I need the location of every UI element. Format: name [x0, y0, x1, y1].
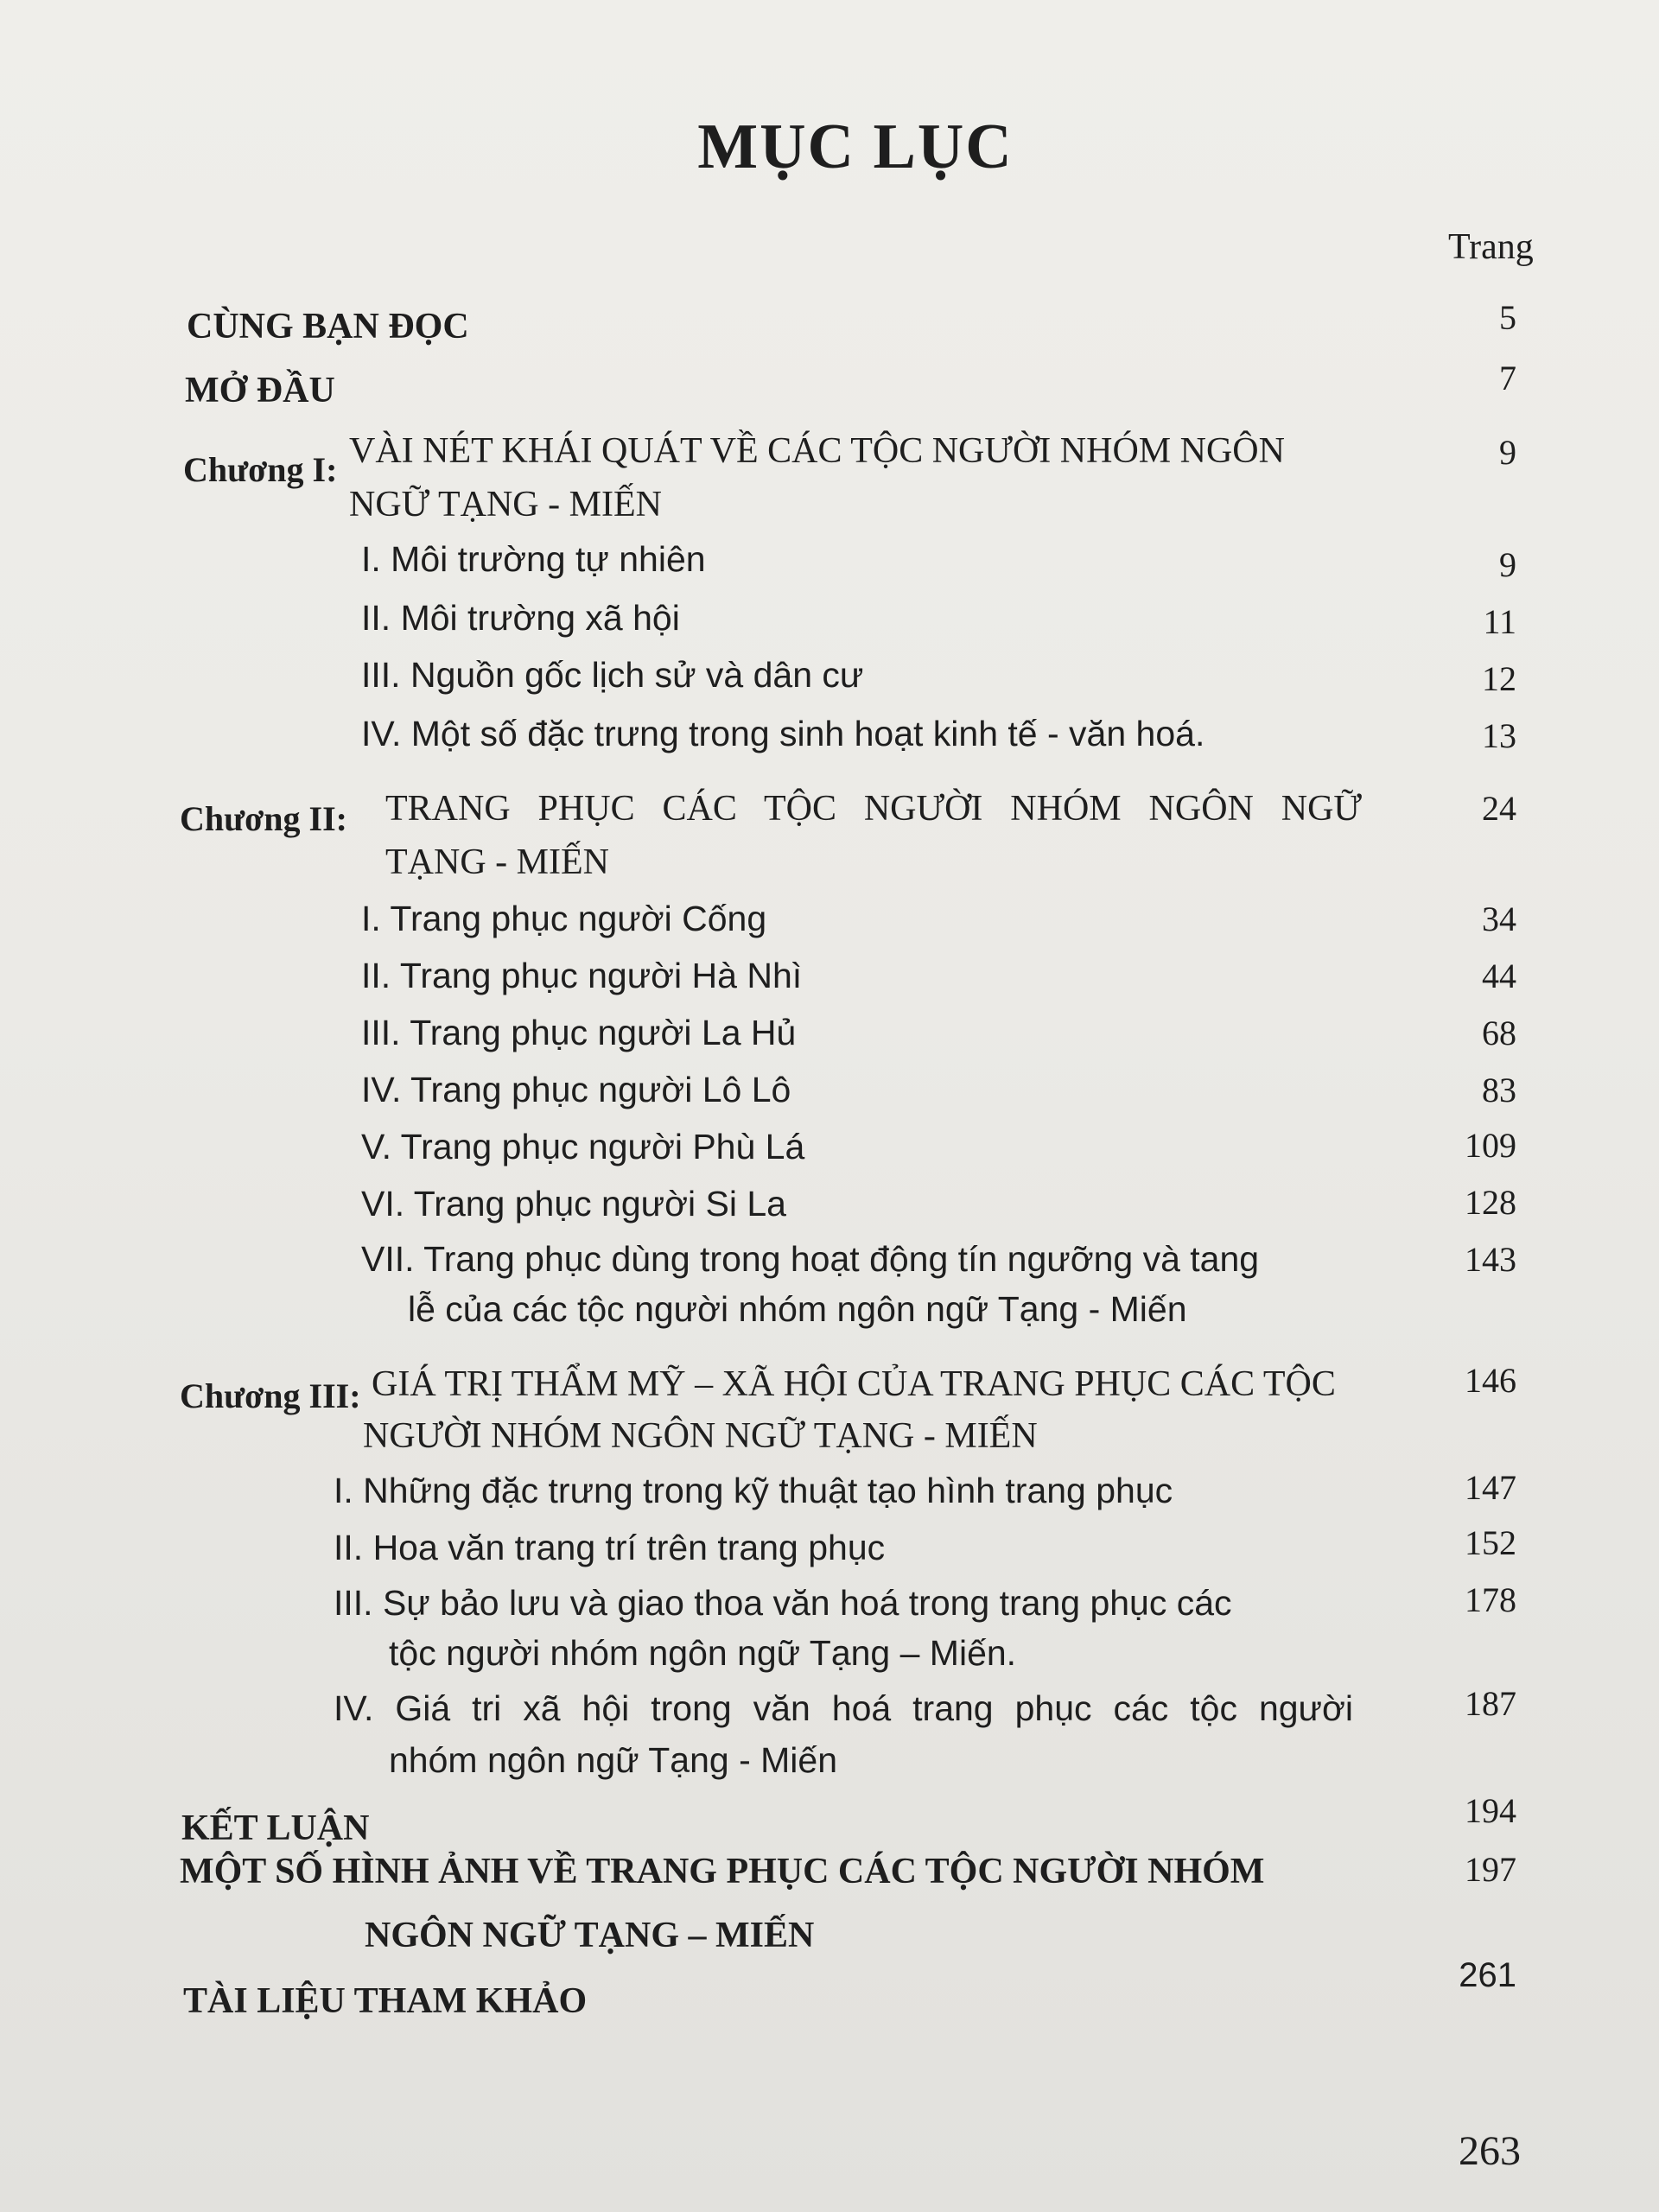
toc-entry-label: I. Trang phục người Cống	[361, 899, 767, 938]
toc-entry-page: 68	[1482, 1014, 1516, 1052]
toc-entry-page: 7	[1499, 359, 1516, 397]
toc-entry-page: 109	[1465, 1126, 1516, 1165]
toc-entry-page: 13	[1482, 716, 1516, 755]
chapter-prefix: Chương II:	[180, 799, 347, 838]
toc-entry-label: I. Những đặc trưng trong kỹ thuật tạo hình trang phục	[334, 1471, 1173, 1510]
toc-entry-label: II. Hoa văn trang trí trên trang phục	[334, 1528, 886, 1567]
toc-entry-page: 197	[1465, 1850, 1516, 1889]
toc-entry-label: MỘT SỐ HÌNH ẢNH VỀ TRANG PHỤC CÁC TỘC NGƯỜI NHÓM	[180, 1852, 1265, 1891]
chapter-title: TRANG PHỤC CÁC TỘC NGƯỜI NHÓM NGÔN NGỮ	[385, 789, 1362, 829]
toc-entry-label: I. Môi trường tự nhiên	[361, 539, 706, 579]
toc-entry-label: MỞ ĐẦU	[185, 371, 335, 410]
toc-entry-page: 9	[1499, 545, 1516, 584]
toc-entry-label: KẾT LUẬN	[181, 1808, 370, 1848]
toc-entry-label: IV. Một số đặc trưng trong sinh hoạt kinh tế - văn hoá.	[361, 714, 1205, 753]
toc-entry-label: CÙNG BẠN ĐỌC	[187, 307, 469, 346]
toc-entry-page: 178	[1465, 1580, 1516, 1619]
chapter-title: GIÁ TRỊ THẨM MỸ – XÃ HỘI CỦA TRANG PHỤC CÁC TỘC	[372, 1364, 1336, 1404]
toc-entry-label: VI. Trang phục người Si La	[361, 1184, 786, 1224]
toc-entry-page: 143	[1465, 1240, 1516, 1279]
toc-entry-page: 128	[1465, 1183, 1516, 1222]
chapter-title-continued: NGỮ TẠNG - MIẾN	[349, 485, 662, 524]
toc-entry-page: 83	[1482, 1071, 1516, 1109]
toc-entry-page: 147	[1465, 1468, 1516, 1507]
toc-entry-label: TÀI LIỆU THAM KHẢO	[183, 1981, 588, 2021]
toc-entry-page: 187	[1465, 1684, 1516, 1723]
toc-entry-label: III. Trang phục người La Hủ	[361, 1013, 797, 1052]
toc-entry-label: IV. Trang phục người Lô Lô	[361, 1070, 791, 1109]
toc-entry-page: 261	[1459, 1956, 1516, 1994]
toc-entry-label: IV. Giá tri xã hội trong văn hoá trang phục các tộc người	[334, 1688, 1353, 1728]
toc-entry-label: III. Nguồn gốc lịch sử và dân cư	[361, 655, 864, 695]
toc-entry-label: V. Trang phục người Phù Lá	[361, 1127, 805, 1166]
page-title: MỤC LỤC	[697, 111, 1014, 182]
toc-entry-label-continued: NGÔN NGỮ TẠNG – MIẾN	[365, 1916, 815, 1955]
page-column-header: Trang	[1448, 227, 1534, 267]
toc-entry-page: 24	[1482, 789, 1516, 828]
chapter-prefix: Chương III:	[180, 1376, 361, 1415]
toc-entry-label: VII. Trang phục dùng trong hoạt động tín ngưỡng và tang	[361, 1239, 1260, 1279]
toc-entry-label-continued: nhóm ngôn ngữ Tạng - Miến	[389, 1740, 838, 1780]
toc-entry-page: 194	[1465, 1791, 1516, 1830]
chapter-prefix: Chương I:	[183, 450, 338, 489]
toc-entry-page: 34	[1482, 899, 1516, 938]
toc-entry-page: 152	[1465, 1523, 1516, 1562]
toc-entry-page: 5	[1499, 298, 1516, 337]
toc-entry-label-continued: lễ của các tộc người nhóm ngôn ngữ Tạng - Miến	[408, 1289, 1187, 1329]
chapter-title-continued: NGƯỜI NHÓM NGÔN NGỮ TẠNG - MIẾN	[363, 1416, 1038, 1456]
toc-entry-page: 12	[1482, 659, 1516, 698]
toc-entry-page: 9	[1499, 433, 1516, 472]
toc-entry-page: 146	[1465, 1361, 1516, 1400]
page-number: 263	[1459, 2128, 1521, 2174]
chapter-title: VÀI NÉT KHÁI QUÁT VỀ CÁC TỘC NGƯỜI NHÓM NGÔN	[349, 431, 1285, 471]
toc-entry-page: 11	[1483, 602, 1516, 641]
toc-entry-label: II. Trang phục người Hà Nhì	[361, 956, 803, 995]
chapter-title-continued: TẠNG - MIẾN	[385, 842, 609, 882]
toc-entry-label-continued: tộc người nhóm ngôn ngữ Tạng – Miến.	[389, 1633, 1017, 1673]
toc-entry-page: 44	[1482, 957, 1516, 995]
toc-entry-label: II. Môi trường xã hội	[361, 598, 680, 638]
toc-entry-label: III. Sự bảo lưu và giao thoa văn hoá trong trang phục các	[334, 1583, 1232, 1623]
